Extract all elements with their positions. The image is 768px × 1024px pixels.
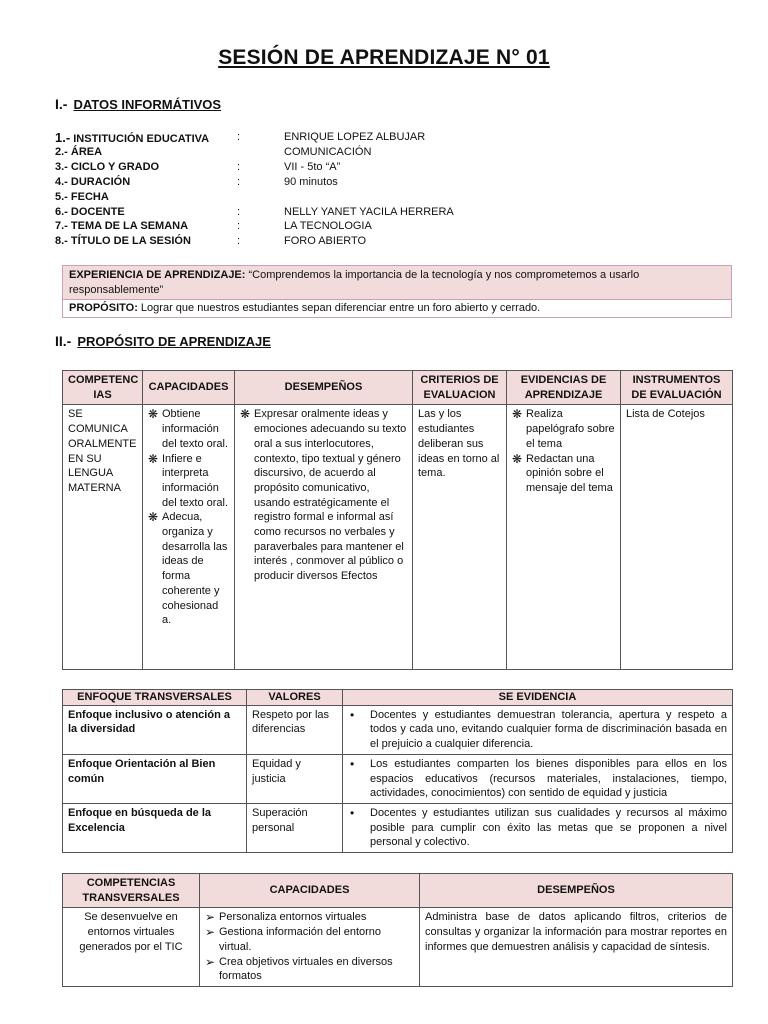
datos-number: 5.- — [55, 190, 68, 203]
capacidad-item — [148, 407, 229, 451]
datos-label-text: TÍTULO DE LA SESIÓN — [67, 235, 191, 248]
table-row — [63, 405, 733, 670]
table-row — [63, 705, 733, 754]
enfoque-cell: Enfoque inclusivo o atención a la diversidad — [63, 705, 247, 754]
datos-colon: : — [237, 160, 241, 173]
header-capacidades: CAPACIDADES — [200, 874, 420, 908]
table-header-row — [63, 690, 733, 706]
header-evidencia: SE EVIDENCIA — [343, 690, 733, 706]
table-row — [63, 908, 733, 987]
capacidad-item-text: Gestiona información del entorno virtual. — [219, 926, 382, 953]
datos-colon: : — [237, 175, 241, 188]
datos-value: COMUNICACIÓN — [284, 145, 372, 158]
datos-number: 2.- — [55, 145, 68, 158]
section-heading-datos — [55, 96, 221, 112]
capacidades-cell — [143, 405, 235, 670]
instrumentos-cell: Lista de Cotejos — [621, 405, 733, 670]
datos-label — [55, 145, 235, 160]
capacidad-item-text: Adecua, organiza y desarrolla las ideas de forma coherente y cohesionad a. — [162, 511, 228, 627]
experiencia-table — [62, 265, 732, 318]
capacidad-item — [205, 925, 414, 954]
section-title: DATOS INFORMÁTIVOS — [73, 97, 222, 112]
evidencia-text: Docentes y estudiantes utilizan sus cualidades y recursos al máximo posible para cumplir con éxito las metas que se proponen a nivel personal y colectivo. — [370, 806, 727, 849]
capacidad-item-text: Infiere e interpreta información del texto oral. — [162, 452, 229, 509]
table-row — [63, 754, 733, 803]
evidencia-item — [512, 452, 615, 496]
datos-colon: : — [237, 235, 241, 248]
datos-value: 90 minutos — [284, 175, 338, 188]
arrow-bullet-icon: ➢ — [205, 910, 216, 925]
evidencias-cell — [507, 405, 621, 670]
evidencia-item — [348, 806, 727, 850]
datos-colon: : — [237, 205, 241, 218]
asterisk-bullet-icon: ❋ — [240, 407, 251, 422]
header-competencias-transversales: COMPETENCIAS TRANSVERSALES — [63, 874, 200, 908]
header-valores: VALORES — [247, 690, 343, 706]
capacidad-item — [205, 955, 414, 984]
dot-bullet-icon: • — [350, 805, 355, 820]
competencias-transversales-table — [62, 873, 733, 987]
header-capacidades: CAPACIDADES — [143, 371, 235, 405]
proposito-row — [63, 300, 732, 318]
datos-label-text: INSTITUCIÓN EDUCATIVA — [70, 133, 210, 145]
datos-number: 7.- — [55, 220, 68, 233]
experiencia-row — [63, 266, 732, 300]
table-row — [63, 803, 733, 852]
datos-number: 1.- — [55, 130, 71, 145]
enfoque-table — [62, 689, 733, 853]
header-desempenos: DESEMPEÑOS — [235, 371, 413, 405]
capacidad-item-text: Crea objetivos virtuales en diversos formatos — [219, 955, 393, 983]
criterios-cell: Las y los estudiantes deliberan sus ideas en torno al tema. — [413, 405, 507, 670]
datos-number: 6.- — [55, 205, 68, 218]
proposito-aprendizaje-table — [62, 370, 733, 670]
datos-number: 4.- — [55, 175, 68, 188]
header-competencias: COMPETENC IAS — [63, 371, 143, 405]
datos-colon: : — [237, 220, 241, 233]
capacidad-item — [205, 910, 414, 925]
competencia-cell: SE COMUNICA ORALMENTE EN SU LENGUA MATERNA — [63, 405, 143, 670]
valor-cell: Equidad y justicia — [247, 754, 343, 803]
evidencia-cell — [343, 803, 733, 852]
header-criterios: CRITERIOS DE EVALUACION — [413, 371, 507, 405]
desempeno-cell — [235, 405, 413, 670]
asterisk-bullet-icon: ❋ — [148, 451, 159, 466]
asterisk-bullet-icon: ❋ — [512, 407, 523, 422]
valor-cell: Respeto por las diferencias — [247, 705, 343, 754]
dot-bullet-icon: • — [350, 707, 355, 722]
datos-label — [55, 234, 235, 249]
experiencia-label: EXPERIENCIA DE APRENDIZAJE: — [69, 269, 246, 281]
evidencia-item — [348, 708, 727, 752]
datos-label-text: DOCENTE — [67, 205, 125, 218]
datos-label-text: DURACIÓN — [67, 175, 131, 188]
section-title: PROPÓSITO DE APRENDIZAJE — [77, 334, 271, 349]
page-title: SESIÓN DE APRENDIZAJE N° 01 — [218, 46, 550, 69]
datos-value: LA TECNOLOGIA — [284, 220, 372, 233]
enfoque-cell: Enfoque en búsqueda de la Excelencia — [63, 803, 247, 852]
datos-label — [55, 205, 235, 220]
desempeno-item — [240, 407, 407, 583]
section-heading-proposito — [55, 333, 271, 349]
datos-label — [55, 219, 235, 234]
asterisk-bullet-icon: ❋ — [148, 407, 159, 422]
datos-label-text: ÁREA — [67, 145, 103, 158]
datos-value: FORO ABIERTO — [284, 235, 367, 248]
datos-number: 8.- — [55, 235, 68, 248]
header-desempenos: DESEMPEÑOS — [420, 874, 733, 908]
proposito-text: Lograr que nuestros estudiantes sepan diferenciar entre un foro abierto y cerrado. — [137, 302, 541, 315]
desempeno-cell: Administra base de datos aplicando filtros, criterios de consultas y organizar la información para mostrar reportes en informes que demuestren análisis y capacidad de síntesis. — [420, 908, 733, 987]
datos-label-text: FECHA — [67, 190, 109, 203]
table-header-row — [63, 874, 733, 908]
datos-colon: : — [237, 131, 241, 143]
asterisk-bullet-icon: ❋ — [512, 451, 523, 466]
datos-label-text: TEMA DE LA SEMANA — [67, 220, 189, 233]
section-number: II.- — [55, 333, 72, 349]
enfoque-body — [63, 705, 733, 852]
arrow-bullet-icon: ➢ — [205, 925, 216, 940]
datos-value: ENRIQUE LOPEZ ALBUJAR — [284, 131, 426, 143]
dot-bullet-icon: • — [350, 756, 355, 771]
competencia-cell: Se desenvuelve en entornos virtuales generados por el TIC — [63, 908, 200, 987]
section-number: I.- — [55, 96, 68, 112]
datos-label — [55, 160, 235, 175]
evidencia-cell — [343, 754, 733, 803]
datos-label — [55, 175, 235, 190]
experiencia-text: “Comprendemos la importancia de la tecnología y nos comprometemos a usarlo responsablemente” — [69, 269, 640, 296]
capacidad-item-text: Obtiene información del texto oral. — [162, 408, 229, 450]
header-evidencias: EVIDENCIAS DE APRENDIZAJE — [507, 371, 621, 405]
evidencia-item — [348, 757, 727, 801]
evidencia-item-text: Realiza papelógrafo sobre el tema — [526, 408, 615, 450]
header-instrumentos: INSTRUMENTOS DE EVALUACIÓN — [621, 371, 733, 405]
desempeno-text: Expresar oralmente ideas y emociones adecuando su texto oral a sus interlocutores, contexto, tipo textual y género discursivo, de acuerdo al propósito comunicativo, usando estratégicamente el registro formal e informal así como recursos no verbales y paraverbales para mantener el interés , conmover al público o producir diversos Efectos — [254, 408, 407, 583]
evidencia-text: Docentes y estudiantes demuestran tolerancia, apertura y respeto a todos y cada uno, evitando cualquier forma de discriminación basada en el prejuicio a cualquier diferencia. — [370, 708, 727, 751]
capacidad-item — [148, 510, 229, 628]
evidencia-item — [512, 407, 615, 451]
datos-value: VII - 5to “A” — [284, 160, 341, 173]
capacidades-cell — [200, 908, 420, 987]
datos-value: NELLY YANET YACILA HERRERA — [284, 205, 454, 218]
datos-number: 3.- — [55, 160, 68, 173]
table-header-row — [63, 371, 733, 405]
header-enfoque: ENFOQUE TRANSVERSALES — [63, 690, 247, 706]
enfoque-cell: Enfoque Orientación al Bien común — [63, 754, 247, 803]
capacidad-item-text: Personaliza entornos virtuales — [219, 911, 367, 924]
asterisk-bullet-icon: ❋ — [148, 510, 159, 525]
capacidad-item — [148, 452, 229, 511]
evidencia-cell — [343, 705, 733, 754]
arrow-bullet-icon: ➢ — [205, 954, 216, 969]
datos-label-text: CICLO Y GRADO — [67, 160, 160, 173]
experiencia-cell — [63, 266, 732, 300]
evidencia-item-text: Redactan una opinión sobre el mensaje del tema — [526, 452, 613, 494]
proposito-cell — [63, 300, 732, 318]
datos-label — [55, 190, 235, 205]
proposito-label: PROPÓSITO: — [69, 302, 138, 315]
valor-cell: Superación personal — [247, 803, 343, 852]
evidencia-text: Los estudiantes comparten los bienes disponibles para ellos en los espacios educativos (recursos materiales, instalaciones, tiempo, actividades, conocimientos) con sentido de equidad y justicia — [370, 757, 727, 800]
